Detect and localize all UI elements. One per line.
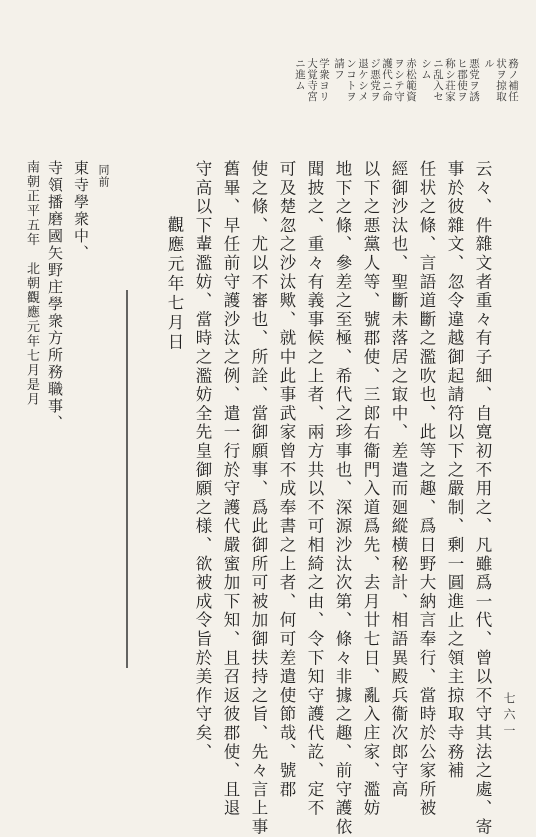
body-column: 以下之悪黨人等、號郡使、三郎右衞門入道爲先、去月廿七日、亂入庄家、濫妨 [361,160,380,818]
body-column: 聞披之、重々有義事候之上者、兩方共以不可相綺之由、令下知守護代訖、定不 [305,160,324,818]
headnote-line: 赤松範資 [405,58,417,102]
headnote-line: ニ進ム [294,58,306,91]
recipient-line: 東寺學衆中、 [72,160,90,262]
body-column: 任状之條、言語道斷之濫吹也、此等之趣、爲日野大納言奉行、當時於公家所被 [417,160,436,818]
headnote-line: 学衆ヨリ [318,58,330,102]
body-column: 事於彼雜文、忽令違越御起請符以下之嚴制、剰一圓進止之領主掠取寺務補 [445,160,464,781]
date-line: 觀應元年七月日 [165,216,184,353]
headnote-line: 護代ニ命 [381,58,393,102]
document-header [18,160,110,720]
headnote-line: 状ヲ掠取 [495,58,507,102]
headnote-line: ル [483,58,495,69]
headnote-line: ジ悪党ヲ [369,58,381,102]
era-date-heading: 南朝正平五年 北朝觀應元年七月是月 [24,160,39,407]
body-text [148,160,496,837]
body-column: 守高以下輩濫妨、當時之濫妨全先皇御願之様、欲被成令旨於美作守矣、 [193,160,212,762]
body-column: 云々、件雜文者重々有子細、自寛初不用之、凡雖爲一代、曾以不守其法之處、寄 [473,160,492,837]
headnote-line: 大覚寺宮 [306,58,318,102]
headnote-line: ニ乱入セ [432,58,444,102]
headnote-line: ヲシテ守 [393,58,405,102]
headnote-1 [483,58,518,130]
document-title: 寺領播磨國矢野庄學衆方所務職事、 [46,160,64,432]
headnote-3 [333,58,416,130]
body-column: 經御沙汰也、聖斷未落居之㝡中、差遣而廻縱横秘計、相語異殿兵衞次郎守高 [389,160,408,800]
headnote-line: シム [420,58,432,80]
headnotes [294,58,518,130]
divider-rule [126,290,128,668]
body-column: 舊畢、早任前守護沙汰之例、遣一行於守護代嚴蜜加下知、且召返彼郡使、且退 [221,160,240,818]
headnote-line: ンコトヲ [345,58,357,102]
body-column: 可及楚忽之沙汰歟、就中此事武家曾不成奉書之上者、何可差遣使節哉、號郡 [277,160,296,800]
same-as-above-note: 同前 [97,164,110,188]
headnote-line: 務ノ補任 [507,58,519,102]
headnote-line: 称シ荘家 [444,58,456,102]
headnote-4 [294,58,329,130]
headnote-2 [420,58,479,130]
page-number: 七六一 [502,692,516,740]
body-column: 使之條、尤以不審也、所詮、當御願事、爲此御所可被加御扶持之旨、先々言上事 [249,160,268,837]
headnote-line: 悪党ヲ誘 [468,58,480,102]
body-column: 地下之條、參差之至極、希代之珍事也、深源沙汰次第、條々非據之趣、前守護依 [333,160,352,837]
headnote-line: ヒ郡使ヲ [456,58,468,102]
headnote-line: 請フ [333,58,345,80]
headnote-line: 退ケシメ [357,58,369,102]
